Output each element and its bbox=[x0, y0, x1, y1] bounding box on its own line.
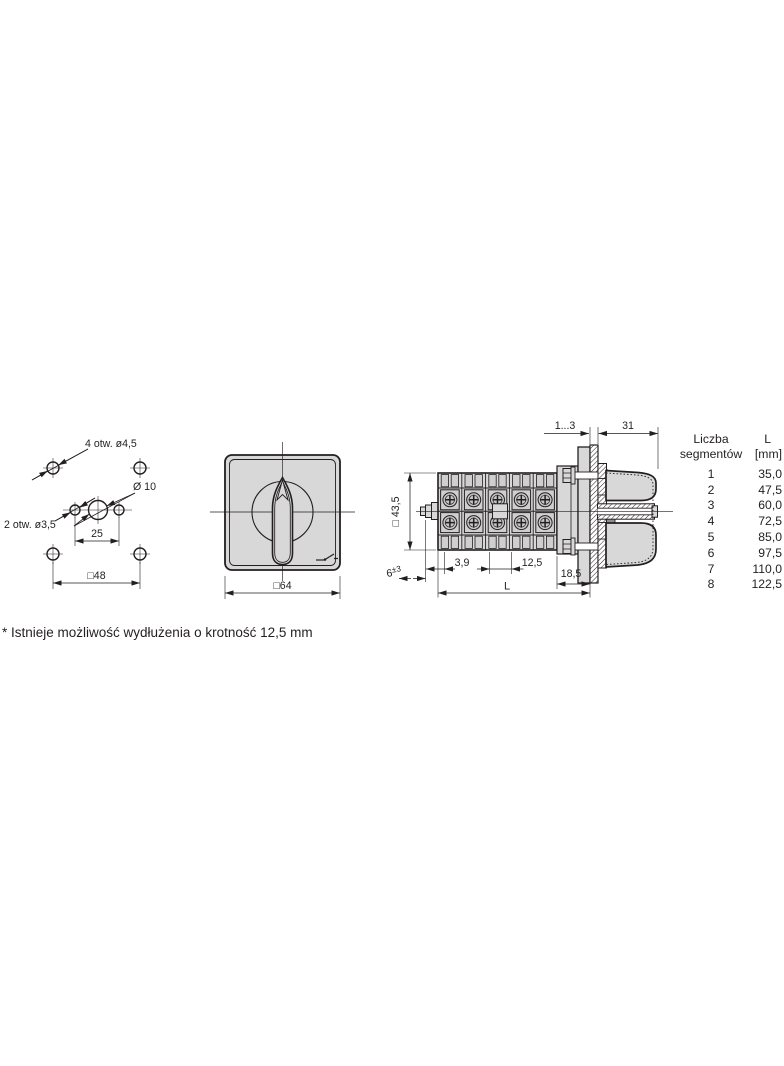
col-length-unit: [mm] bbox=[754, 447, 782, 462]
dim-12-5: 12,5 bbox=[521, 557, 543, 569]
dim-25: 25 bbox=[91, 528, 103, 540]
segments-count: 3 bbox=[707, 498, 715, 513]
length-value: 60,0 bbox=[758, 498, 782, 513]
table-row bbox=[677, 514, 784, 530]
segments-count: 6 bbox=[707, 545, 715, 560]
dim-panel-thickness: 1...3 bbox=[554, 420, 576, 432]
length-value: 35,0 bbox=[758, 466, 782, 481]
table-row bbox=[677, 530, 784, 546]
table-row bbox=[677, 498, 784, 514]
table-header-line1 bbox=[677, 432, 784, 447]
front-view bbox=[210, 442, 355, 599]
table-row bbox=[677, 483, 784, 499]
segments-count: 4 bbox=[707, 514, 715, 529]
length-value: 72,5 bbox=[758, 514, 782, 529]
dim-64: □64 bbox=[273, 580, 292, 592]
mounting-bracket bbox=[578, 447, 590, 583]
dim-18-5: 18,5 bbox=[560, 568, 582, 580]
segments-count: 7 bbox=[707, 561, 715, 576]
length-value: 47,5 bbox=[758, 482, 782, 497]
drawing-canvas bbox=[0, 405, 700, 620]
dim-48: □48 bbox=[87, 570, 106, 582]
segments-count: 2 bbox=[707, 482, 715, 497]
table-row bbox=[677, 546, 784, 562]
table-row bbox=[677, 562, 784, 578]
length-value: 85,0 bbox=[758, 530, 782, 544]
panel-section bbox=[590, 445, 598, 583]
col-length-header: L bbox=[764, 432, 771, 446]
handle-front bbox=[273, 478, 293, 565]
col-segments-subheader: segmentów bbox=[679, 447, 743, 462]
dim-height-43-5: □ 43,5 bbox=[390, 496, 402, 527]
dim-3-9: 3,9 bbox=[454, 557, 470, 569]
col-segments-header: Liczba bbox=[693, 432, 729, 446]
segments-count: 8 bbox=[707, 577, 715, 592]
mounting-hole-diagram bbox=[4, 438, 156, 589]
table-row bbox=[677, 577, 784, 593]
length-table bbox=[677, 432, 784, 593]
dim-L: L bbox=[503, 580, 511, 593]
label-4-holes: 4 otw. ø4,5 bbox=[85, 438, 137, 450]
length-value: 122,5 bbox=[751, 577, 782, 592]
table-row bbox=[677, 467, 784, 483]
footnote: * Istnieje możliwość wydłużenia o krotność 12,5 mm bbox=[2, 625, 313, 640]
length-value: 97,5 bbox=[758, 545, 782, 560]
dim-31: 31 bbox=[622, 420, 634, 432]
segments-count: 1 bbox=[707, 466, 715, 481]
label-center-hole: Ø 10 bbox=[133, 481, 156, 493]
side-view bbox=[385, 420, 673, 598]
segments-count: 5 bbox=[707, 530, 715, 544]
handle-side bbox=[598, 471, 658, 568]
dim-6-tolerance: $6^{\pm 3}$ bbox=[385, 564, 402, 580]
label-2-holes: 2 otw. ø3,5 bbox=[4, 519, 56, 531]
table-header-line2 bbox=[677, 447, 784, 462]
length-value: 110,0 bbox=[752, 561, 782, 576]
